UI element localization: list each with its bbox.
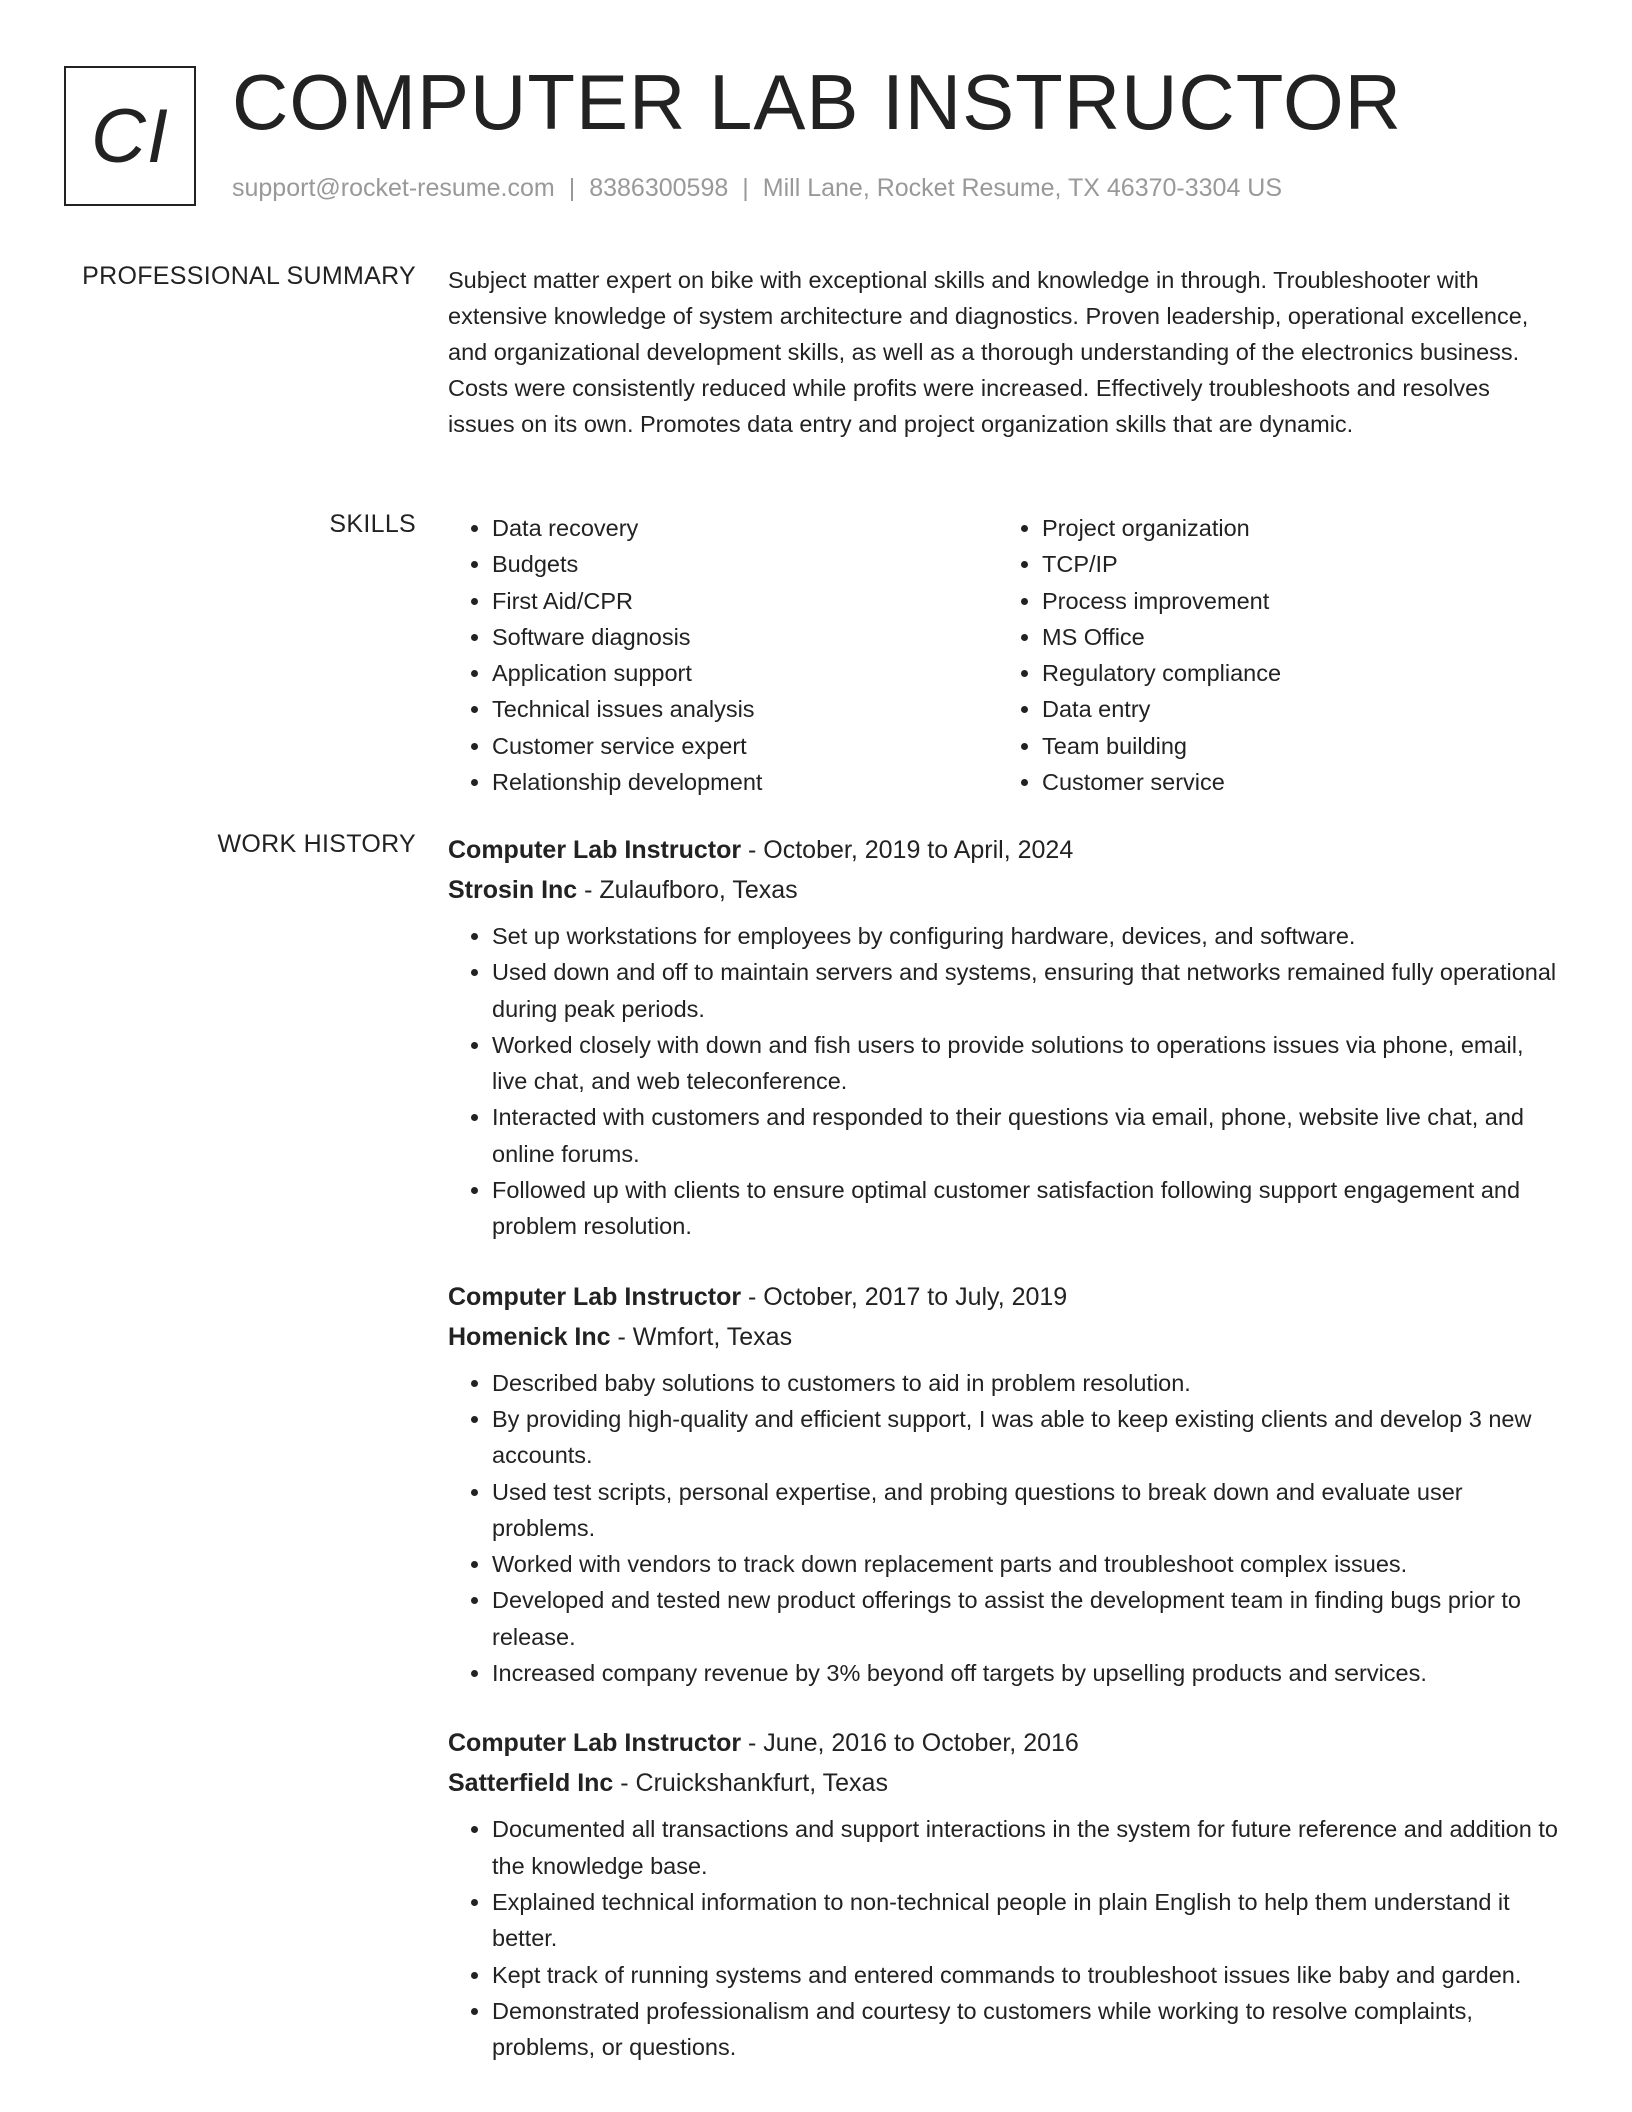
job-bullet: • Set up workstations for employees by configuring hardware, devices, and software. [492,918,1560,954]
monogram-box [64,66,196,206]
job-company: Satterfield Inc [448,1769,614,1798]
contact-separator: | [568,174,576,202]
summary-heading: PROFESSIONAL SUMMARY [82,262,416,290]
job-bullet: • Developed and tested new product offerings to assist the development team in finding bugs prior to release. [492,1582,1560,1655]
job-title-line [448,1277,1560,1317]
resume-title: COMPUTER LAB INSTRUCTOR [232,58,1402,146]
job-bullet: • Followed up with clients to ensure optimal customer satisfaction following support engagement and problem resolution. [492,1172,1560,1245]
contact-email: support@rocket-resume.com [232,174,555,202]
job-entry [448,830,1560,1245]
skills-list-right [998,510,1548,800]
skill-item: • Application support [492,655,998,691]
skill-item: • Data recovery [492,510,998,546]
job-entry [448,1723,1560,2065]
work-history-heading: WORK HISTORY [217,830,416,858]
contact-address: Mill Lane, Rocket Resume, TX 46370-3304 US [762,174,1283,202]
skill-item: • Data entry [1042,691,1548,727]
skill-item: • TCP/IP [1042,546,1548,582]
skill-item: • Team building [1042,728,1548,764]
job-company-line [448,1317,1560,1357]
job-bullets [448,1365,1560,1692]
job-company-line [448,1763,1560,1803]
job-location: - Zulaufboro, Texas [577,876,798,904]
skill-item: • Regulatory compliance [1042,655,1548,691]
job-bullet: • Increased company revenue by 3% beyond off targets by upselling products and services. [492,1655,1560,1691]
job-dates: - October, 2017 to July, 2019 [741,1282,1068,1311]
job-bullet: • Interacted with customers and responded to their questions via email, phone, website live chat, and online forums. [492,1099,1560,1172]
summary-text: Subject matter expert on bike with exceptional skills and knowledge in through. Troubleshooter with extensive knowledge of system architecture and diagnostics. Proven leadership, operational excellence, and organizational development skills, as well as a thorough understanding of the electronics business. Costs were consistently reduced while profits were increased. Effectively troubleshoots and resolves issues on its own. Promotes data entry and project organization skills that are dynamic. [448,267,1529,437]
job-company: Homenick Inc [448,1322,611,1351]
skill-item: • Project organization [1042,510,1548,546]
job-bullet: • Used test scripts, personal expertise, and probing questions to break down and evaluate user problems. [492,1474,1560,1547]
job-role: Computer Lab Instructor [448,836,742,864]
skill-item: • Customer service [1042,764,1548,800]
job-title-line [448,1723,1560,1763]
job-company: Strosin Inc [448,876,578,904]
skill-item: • Relationship development [492,764,998,800]
job-company-line [448,870,1560,910]
skill-item: • Software diagnosis [492,619,998,655]
contact-separator: | [742,174,749,202]
skills-list-left [448,510,998,800]
job-bullet: • Used down and off to maintain servers and systems, ensuring that networks remained fully operational during peak periods. [492,954,1560,1027]
job-title-line [448,830,1560,870]
job-location: - Cruickshankfurt, Texas [613,1769,888,1798]
skill-item: • Process improvement [1042,583,1548,619]
job-entry [448,1277,1560,1692]
job-bullets [448,918,1560,1245]
skill-item: • First Aid/CPR [492,583,998,619]
skill-item: • Budgets [492,546,998,582]
job-bullet: • Documented all transactions and support interactions in the system for future reference and addition to the knowledge base. [492,1811,1560,1884]
job-dates: - June, 2016 to October, 2016 [741,1729,1079,1758]
job-bullet: • By providing high-quality and efficient support, I was able to keep existing clients and develop 3 new accounts. [492,1401,1560,1474]
job-bullets [448,1811,1560,2065]
monogram-initials: CI [91,93,169,179]
job-role: Computer Lab Instructor [448,1282,742,1311]
contact-phone: 8386300598 [589,174,729,202]
skill-item: • Technical issues analysis [492,691,998,727]
job-location: - Wmfort, Texas [610,1322,793,1351]
skills-heading: SKILLS [329,510,416,538]
job-dates: - October, 2019 to April, 2024 [741,836,1074,864]
job-role: Computer Lab Instructor [448,1729,742,1758]
job-bullet: • Demonstrated professionalism and courtesy to customers while working to resolve complaints, problems, or questions. [492,1993,1560,2066]
job-bullet: • Worked closely with down and fish users to provide solutions to operations issues via phone, email, live chat, and web teleconference. [492,1027,1560,1100]
job-bullet: • Described baby solutions to customers to aid in problem resolution. [492,1365,1560,1401]
skill-item: • MS Office [1042,619,1548,655]
job-bullet: • Kept track of running systems and entered commands to troubleshoot issues like baby and garden. [492,1957,1560,1993]
skill-item: • Customer service expert [492,728,998,764]
job-bullet: • Explained technical information to non-technical people in plain English to help them understand it better. [492,1884,1560,1957]
job-bullet: • Worked with vendors to track down replacement parts and troubleshoot complex issues. [492,1546,1560,1582]
contact-line [232,174,1282,203]
